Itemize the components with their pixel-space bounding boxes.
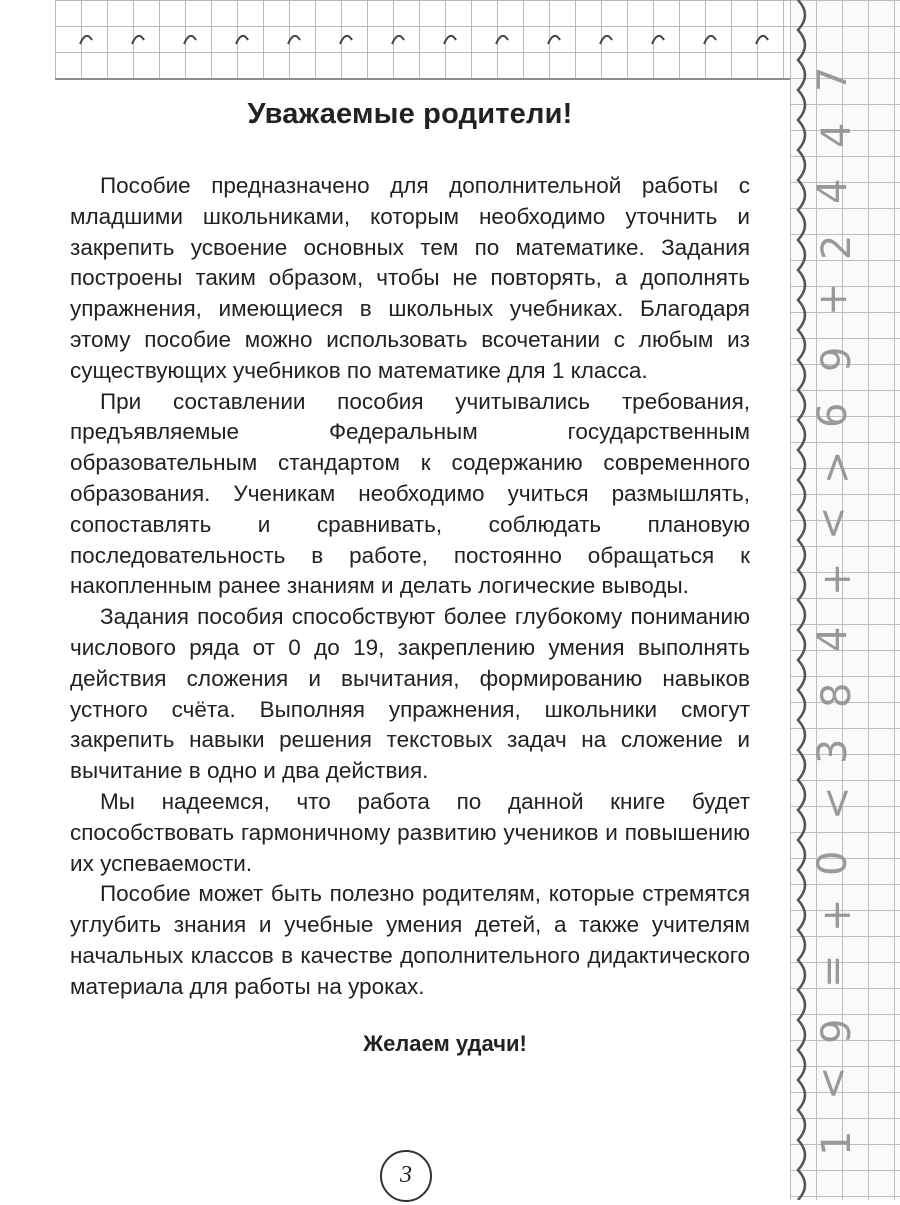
spiral-hole [444, 36, 456, 44]
margin-glyph: 9 [814, 1018, 860, 1044]
spiral-hole [704, 36, 716, 44]
spiral-hole [496, 36, 508, 44]
spiral-hole [80, 36, 92, 44]
margin-glyph: = [810, 954, 856, 988]
margin-glyph: 4 [814, 122, 860, 148]
spiral-hole [132, 36, 144, 44]
spiral-hole [340, 36, 352, 44]
paragraph-2: При составлении пособия учитывались требования, предъявляемые Федеральным государственным образовательным стандартом к содержанию современного образования. Ученикам необходимо учиться размышлять, сопоставлять и сравнивать, соблюдать плановую последовательность в работе, постоянно обращаться к накопленным ранее знаниям и делать логические выводы. [70, 388, 750, 599]
page-title: Уважаемые родители! [247, 98, 573, 130]
main-text [70, 98, 750, 1057]
margin-glyph: 9 [814, 346, 860, 372]
margin-glyph: 1 [814, 1130, 860, 1156]
paragraph-4: Мы надеемся, что работа по данной книге будет способствовать гармоничному развитию учеников и повышению их успеваемости. [70, 788, 750, 876]
paragraph-3: Задания пособия способствуют более глубокому пониманию числового ряда от 0 до 19, закреплению умения выполнять действия сложения и вычитания, формированию навыков устного счёта. Выполняя упражнения, школьники смогут закрепить навыки решения текстовых задач на сложение и вычитание в одно и два действия. [70, 604, 750, 784]
margin-glyph: > [814, 450, 860, 484]
margin-glyph: 3 [810, 738, 856, 764]
margin-glyph: 7 [810, 66, 856, 92]
margin-glyph: + [814, 562, 860, 596]
signoff: Желаем удачи! [363, 1030, 527, 1056]
margin-glyph: + [810, 282, 856, 316]
spiral-hole [236, 36, 248, 44]
spiral-hole [184, 36, 196, 44]
margin-glyph: 4 [810, 178, 856, 204]
margin-glyph: < [810, 1066, 856, 1100]
margin-glyph: 0 [810, 850, 856, 876]
paragraph-1: Пособие предназначено для дополнительной работы с младшими школьниками, которым необходимо уточнить и закрепить усвоение основных тем по математике. Задания построены таким образом, чтобы не повторять, а дополнять упражнения, имеющиеся в школьных учебниках. Благодаря этому пособие можно использовать всочетании с любым из существующих учебников по математике для 1 класса. [70, 173, 750, 383]
spiral-hole [392, 36, 404, 44]
margin-number-scribbles [800, 60, 900, 1200]
spiral-hole [652, 36, 664, 44]
margin-glyph: < [810, 506, 856, 540]
spiral-hole [548, 36, 560, 44]
spiral-hole [756, 36, 768, 44]
spiral-hole [600, 36, 612, 44]
margin-glyph: + [814, 898, 860, 932]
margin-glyph: < [814, 786, 860, 820]
margin-glyph: 6 [810, 402, 856, 428]
margin-glyph: 8 [814, 682, 860, 708]
notebook-spiral-holes [60, 30, 790, 50]
margin-glyph: 4 [810, 626, 856, 652]
spiral-hole [288, 36, 300, 44]
paragraph-5: Пособие может быть полезно родителям, которые стремятся углубить знания и учебные умения детей, а также учителям начальных классов в качестве дополнительного дидактического материала для работы на уроках. [70, 881, 750, 999]
page-number-badge: 3 [380, 1150, 432, 1202]
margin-glyph: 2 [814, 234, 860, 260]
